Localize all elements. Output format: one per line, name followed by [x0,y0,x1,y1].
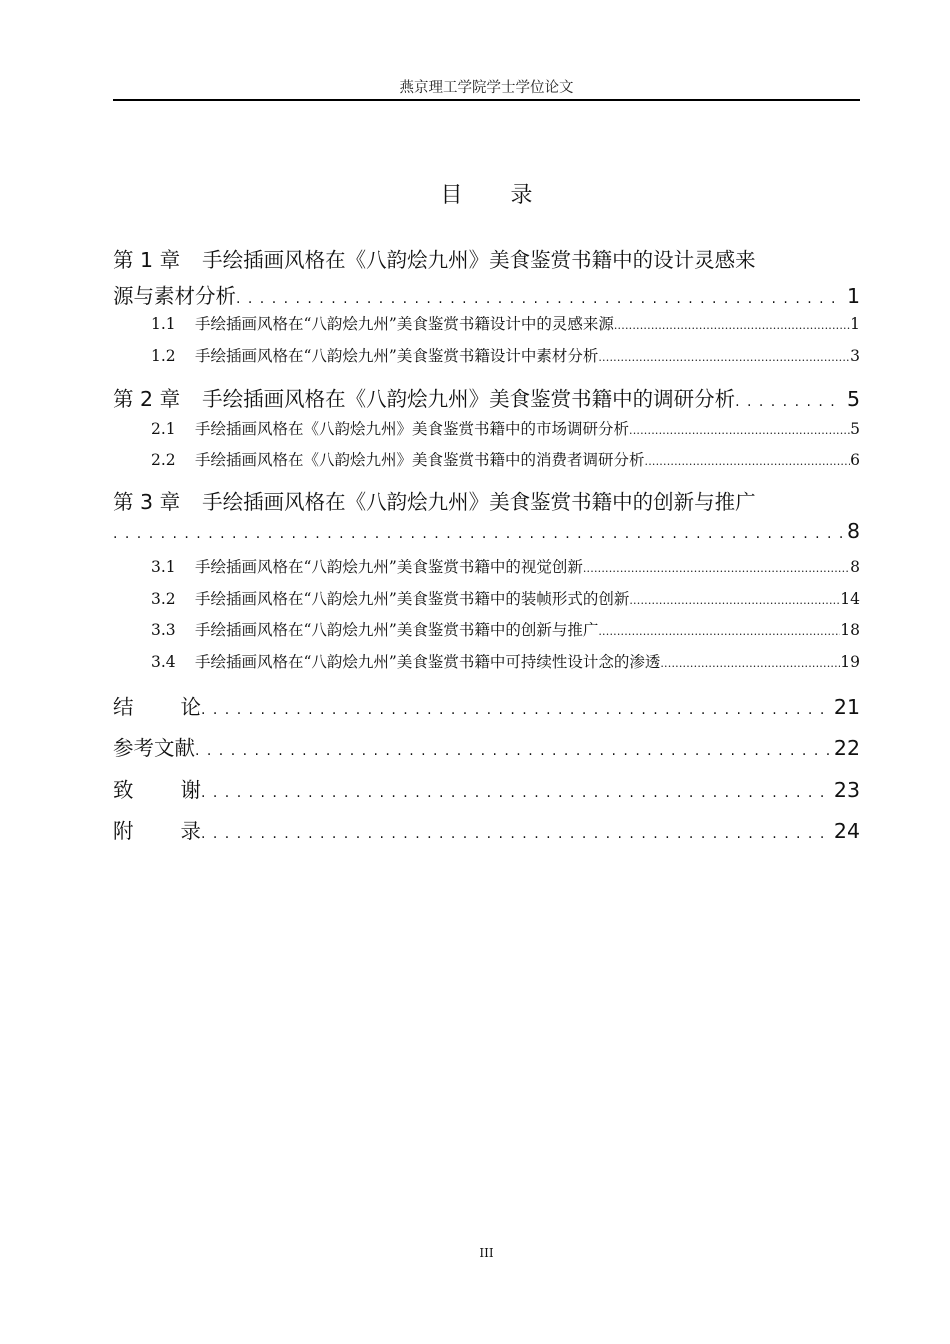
section-number: 1.2 [151,347,176,365]
toc-entry-section[interactable] [151,650,860,672]
page-number: 5 [846,387,860,411]
page-number: 1 [850,315,860,333]
toc-entry-conclusion[interactable] [113,690,860,720]
page-footer-number: III [479,1246,494,1260]
section-number: 3.4 [151,653,176,671]
section-title: 手绘插画风格在“八韵烩九州”美食鉴赏书籍中可持续性设计念的渗透 [195,653,661,671]
leader-dots [598,351,850,364]
page-number: 22 [833,736,860,760]
section-title: 手绘插画风格在《八韵烩九州》美食鉴赏书籍中的市场调研分析 [195,420,630,438]
toc-entry-section[interactable] [151,344,860,366]
entry-title: 参考文献 [113,736,195,760]
page-number: 5 [850,420,860,438]
chapter-title-cont: 源与素材分析 [113,284,236,308]
toc-entry-references[interactable] [113,731,860,761]
entry-char: 论 [180,695,201,719]
section-number: 2.2 [151,451,176,469]
page-number: 14 [840,590,860,608]
page-number: 1 [846,284,860,308]
toc-entry-chapter-2[interactable] [113,382,860,412]
toc-entry-appendix[interactable] [113,814,860,844]
leader-dots [195,743,830,759]
chapter-title: 手绘插画风格在《八韵烩九州》美食鉴赏书籍中的调研分析 [202,387,736,411]
leader-dots [113,526,843,542]
page-number: 3 [850,347,860,365]
leader-dots [598,625,840,638]
chapter-label: 第 1 章 [113,248,181,272]
section-number: 1.1 [151,315,176,333]
toc-heading [113,178,860,209]
leader-dots [236,291,843,307]
page-number: 24 [833,819,860,843]
running-header: 燕京理工学院学士学位论文 [399,80,574,96]
entry-char: 录 [180,819,201,843]
toc-entry-section[interactable] [151,312,860,334]
chapter-label: 第 3 章 [113,490,181,514]
toc-heading-char-1: 目 [440,183,463,208]
section-title: 手绘插画风格在“八韵烩九州”美食鉴赏书籍设计中的灵感来源 [195,315,614,333]
chapter-label: 第 2 章 [113,387,181,411]
toc-entry-acknowledgements[interactable] [113,773,860,803]
toc-entry-chapter-3[interactable] [113,485,860,515]
leader-dots [645,455,851,468]
leader-dots [201,826,830,842]
toc-entry-chapter-1[interactable] [113,243,860,273]
page-number: 6 [850,451,860,469]
toc-entry-section[interactable] [151,448,860,470]
entry-char: 附 [113,819,134,843]
section-title: 手绘插画风格在“八韵烩九州”美食鉴赏书籍中的创新与推广 [195,621,599,639]
entry-char: 结 [113,695,134,719]
section-title: 手绘插画风格在“八韵烩九州”美食鉴赏书籍设计中素材分析 [195,347,599,365]
section-number: 3.2 [151,590,176,608]
leader-dots [629,594,840,607]
leader-dots [201,785,830,801]
page-number: 18 [840,621,860,639]
leader-dots [201,702,830,718]
leader-dots [735,394,843,410]
chapter-title: 手绘插画风格在《八韵烩九州》美食鉴赏书籍中的设计灵感来 [202,248,756,272]
page-number: 8 [846,519,860,543]
leader-dots [629,424,850,437]
toc-entry-section[interactable] [151,587,860,609]
leader-dots [614,319,850,332]
toc-entry-section[interactable] [151,618,860,640]
section-title: 手绘插画风格在《八韵烩九州》美食鉴赏书籍中的消费者调研分析 [195,451,645,469]
section-number: 3.1 [151,558,176,576]
chapter-title: 手绘插画风格在《八韵烩九州》美食鉴赏书籍中的创新与推广 [202,490,756,514]
leader-dots [660,657,840,670]
header-rule [113,99,860,101]
toc-entry-section[interactable] [151,417,860,439]
entry-char: 致 [113,778,134,802]
page-number: 8 [850,558,860,576]
leader-dots [583,562,850,575]
page-number: 19 [840,653,860,671]
toc-entry-chapter-1-cont[interactable] [113,279,860,309]
section-number: 3.3 [151,621,176,639]
section-title: 手绘插画风格在“八韵烩九州”美食鉴赏书籍中的装帧形式的创新 [195,590,630,608]
toc-heading-char-2: 录 [510,183,533,208]
section-title: 手绘插画风格在“八韵烩九州”美食鉴赏书籍中的视觉创新 [195,558,583,576]
section-number: 2.1 [151,420,176,438]
entry-char: 谢 [180,778,201,802]
toc-entry-chapter-3-cont[interactable] [113,519,860,543]
page-number: 23 [833,778,860,802]
toc-entry-section[interactable] [151,555,860,577]
page-number: 21 [833,695,860,719]
